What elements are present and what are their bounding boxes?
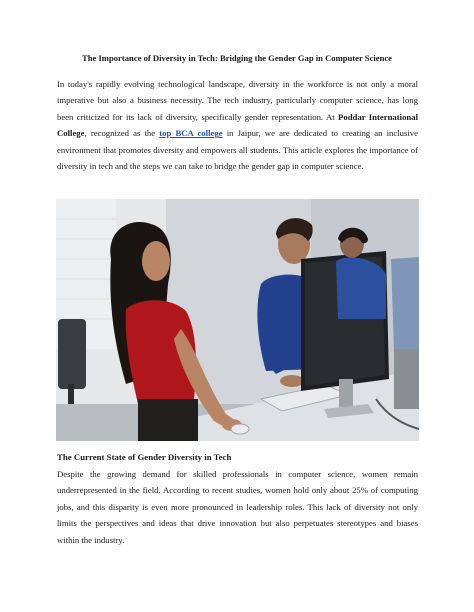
intro-text-1: In today's rapidly evolving technological landscape, diversity in the workforce is not only a moral imperative but also a business necessity. The tech industry, particularly computer science, has long been criticized for its lack of diversity, specifically gender representation. At xyxy=(57,79,418,122)
document-title: The Importance of Diversity in Tech: Bridging the Gender Gap in Computer Science xyxy=(81,53,392,63)
section-heading: The Current State of Gender Diversity in Tech xyxy=(57,452,232,462)
section-body: Despite the growing demand for skilled professionals in computer science, women remain underrepresented in the field. According to recent studies, women hold only about 25% of computing jobs, and this disparity is even more pronounced in leadership roles. This lack of diversity not only limits the perspectives and ideas that drive innovation but also perpetuates stereotypes and biases within the industry. xyxy=(57,469,418,545)
intro-text-3: in Jaipur, we are dedicated to creating an inclusive environment that promotes diversity and empowers all students. This article explores the importance of diversity in tech and the steps we can take to bridge the gender gap in computer science. xyxy=(57,128,418,172)
top-bca-college-link[interactable]: top BCA college xyxy=(159,128,223,139)
classroom-photo xyxy=(56,199,419,441)
intro-paragraph xyxy=(57,76,418,174)
intro-text-2: , recognized as the xyxy=(84,128,160,139)
college-name: Poddar International College xyxy=(57,111,418,139)
